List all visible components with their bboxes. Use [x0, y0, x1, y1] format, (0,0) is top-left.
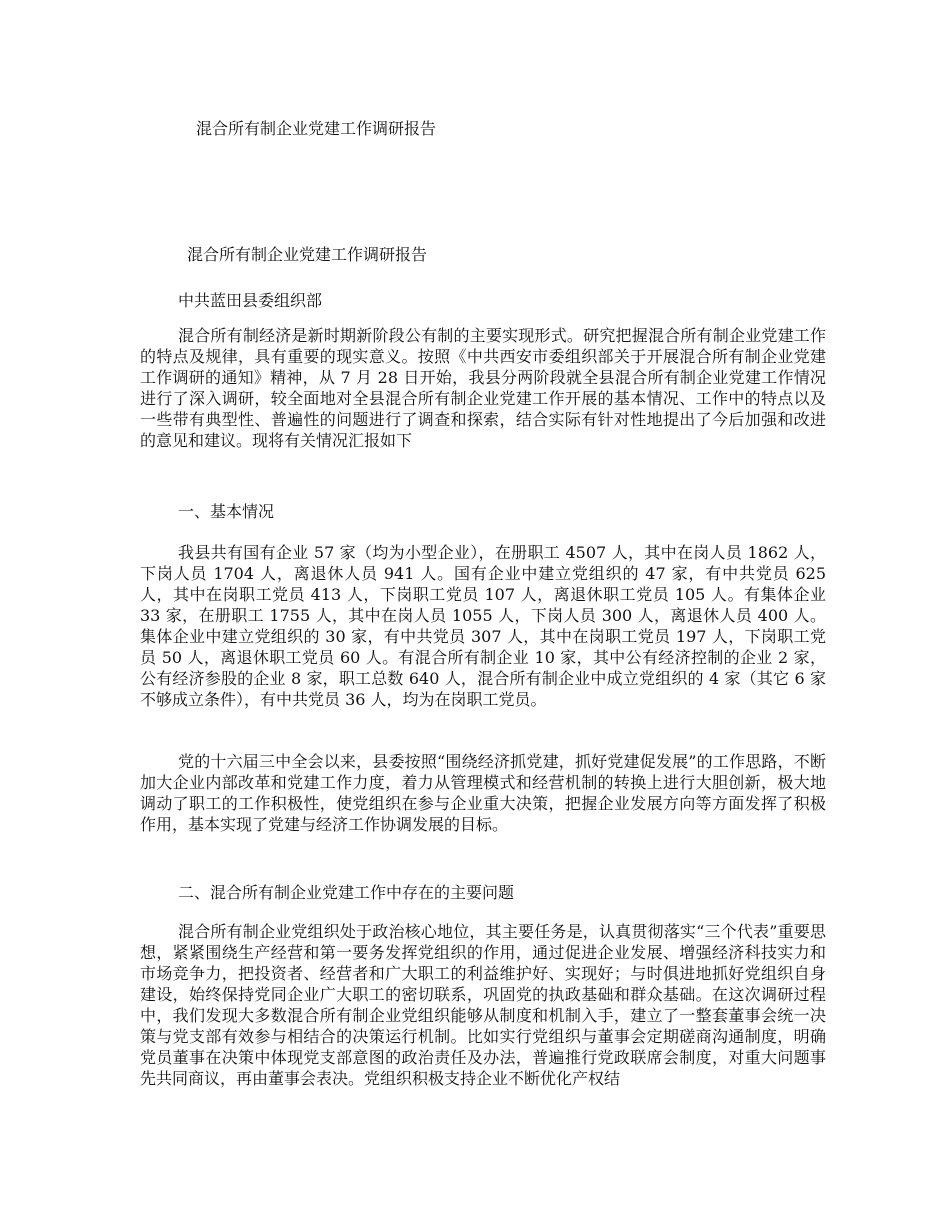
section1-heading: 一、基本情况	[178, 502, 275, 521]
section2-paragraph-1: 混合所有制企业党组织处于政治核心地位，其主要任务是，认真贯彻落实“三个代表”重要思想，紧紧围绕生产经营和第一要务发挥党组织的作用，通过促进企业发展、增强经济科技实力和市场竞争力，把投资者、经营者和广大职工的利益维护好、实现好；与时俱进地抓好党组织自身建设，始终保持党同企业广大职工的密切联系，巩固党的执政基础和群众基础。在这次调研过程中，我们发现大多数混合所有制企业党组织能够从制度和机制入手，建立了一整套董事会统一决策与党支部有效参与相结合的决策运行机制。比如实行党组织与董事会定期磋商沟通制度，明确党员董事在决策中体现党支部意图的政治责任及办法，普遍推行党政联席会制度，对重大问题事先共同商议，再由董事会表决。党组织积极支持企业不断优化产权结	[140, 922, 826, 1088]
section1-paragraph-1: 我县共有国有企业 57 家（均为小型企业），在册职工 4507 人，其中在岗人员 1862 人，下岗人员 1704 人，离退休人员 941 人。国有企业中建立党组织的 47 家，有中共党员 625 人，其中在岗职工党员 413 人，下岗职工党员 107 人，离退休职工党员 105 人。有集体企业 33 家，在册职工 1755 人，其中在岗人员 1055 人，下岗人员 300 人，离退休人员 400 人。集体企业中建立党组织的 30 家，有中共党员 307 人，其中在岗职工党员 197 人，下岗职工党员 50 人，离退休职工党员 60 人。有混合所有制企业 10 家，其中公有经济控制的企业 2 家，公有经济参股的企业 8 家，职工总数 640 人，混合所有制企业中成立党组织的 4 家（其它 6 家不够成立条件），有中共党员 36 人，均为在岗职工党员。	[140, 543, 826, 709]
section2-heading: 二、混合所有制企业党建工作中存在的主要问题	[178, 883, 515, 902]
document-title: 混合所有制企业党建工作调研报告	[187, 245, 428, 264]
document-header-title: 混合所有制企业党建工作调研报告	[196, 119, 437, 138]
document-author: 中共蓝田县委组织部	[178, 291, 323, 310]
intro-paragraph: 混合所有制经济是新时期新阶段公有制的主要实现形式。研究把握混合所有制企业党建工作的特点及规律，具有重要的现实意义。按照《中共西安市委组织部关于开展混合所有制企业党建工作调研的通知》精神，从 7 月 28 日开始，我县分两阶段就全县混合所有制企业党建工作情况进行了深入调研，较全面地对全县混合所有制企业党建工作开展的基本情况、工作中的特点以及一些带有典型性、普遍性的问题进行了调查和探索，结合实际有针对性地提出了今后加强和改进的意见和建议。现将有关情况汇报如下	[140, 326, 826, 450]
section1-paragraph-2: 党的十六届三中全会以来，县委按照“围绕经济抓党建，抓好党建促发展”的工作思路，不断加大企业内部改革和党建工作力度，着力从管理模式和经营机制的转换上进行大胆创新，极大地调动了职工的工作积极性，使党组织在参与企业重大决策，把握企业发展方向等方面发挥了积极作用，基本实现了党建与经济工作协调发展的目标。	[140, 752, 826, 834]
